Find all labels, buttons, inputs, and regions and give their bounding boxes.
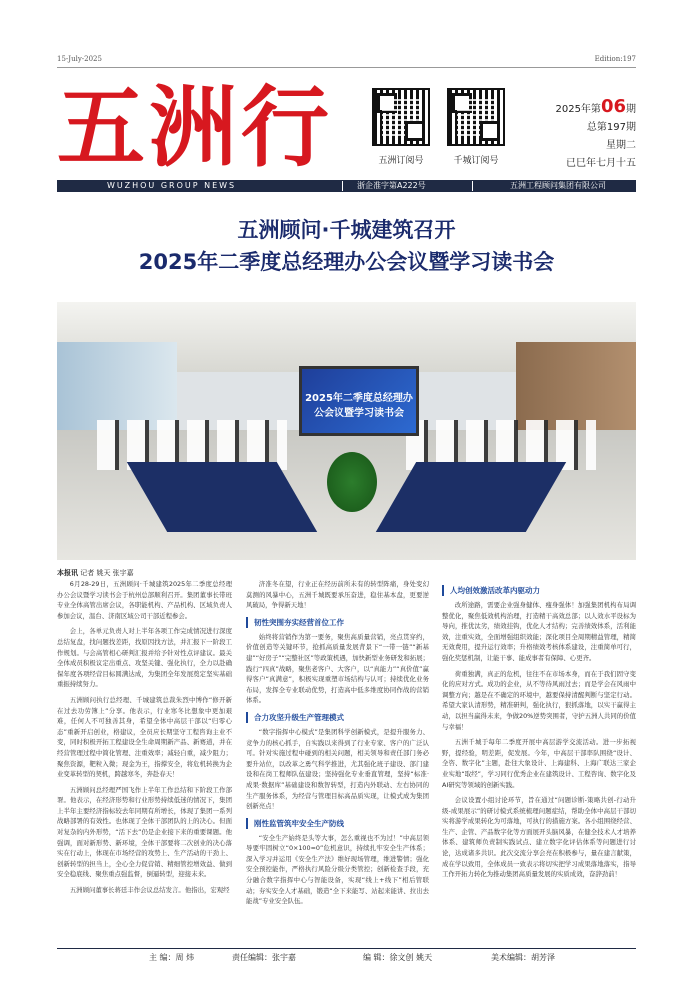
subheading: 刚性监管筑牢安全生产防线: [246, 818, 429, 829]
paragraph: 改所途路，需要企业强身健体、瘦身强体！加强集团机构布局调整优化，聚焦低效机构治理，打造精干高效总部；以人效水平设标为导向，推优汰劣，绩效挂钩，优化人才结构；完善绩效体系，活利能效，注重实效，全面增强组织效能；深化项目全周期精益管理，精简无效费用，提升运行效率；升格绩效考核体系建设，注重简单可行，强化奖惩机制，让能干事、能成事者有保障、心更齐。: [442, 601, 636, 662]
masthead: [57, 72, 357, 182]
issue-date: 15-July-2025: [57, 55, 102, 63]
issue-number-line: 2025年第06期: [555, 96, 636, 117]
meeting-photo: [57, 302, 636, 560]
editors: 编 辑：徐文创 姚天: [363, 953, 433, 962]
column-3: [442, 579, 636, 885]
chief-editor: 主 编：周 炜: [149, 953, 195, 962]
paragraph: 会议设置小组讨论环节，旨在通过“问题诊断-策略共创-行动升级-成果展示”的研讨模式系统梳理问题症结，帮助全体中高层干部切实将游学成果转化为可落地，可执行的措施方案。各小组围绕经营、生产、企管、产品数字化等方面展开头脑风暴，在健全技术人才培养体系、建筑师负责制实践试点、建立数字化评估体系等问题进行讨论，达成诸多共识。此次交流分享会亮在积极参与，量在建言献策，成在学以致用，全体成员一致表示将切实把学习成果落地落实，指导工作开拓力转化为推动集团高质量发展的实质成效，奋辞劲前！: [442, 796, 636, 879]
permit-number: 浙企准字第A222号: [357, 181, 426, 190]
subheading: 人均创效激活改革内驱动力: [442, 585, 636, 596]
newspaper-logo: 五洲行: [57, 75, 334, 179]
paragraph: 五洲千城于每年二季度开展中高层游学交流活动。进一步拓视野，提经验，明差距，促发展。今年，中高层干部率队围绕“设计、全咨、数字化”主题，赴往大象设计、上海建科、上海广联达三家企业实地“取经”，学习同行优秀企业在建筑设计、工程咨询、数字化及AI研究等领域的创新实践。: [442, 738, 636, 789]
paragraph: 会上，各单元负责人对上半年各项工作完成情况进行深度总结复盘，找问题找差距，找原因找方法，并汇报下一阶段工作规划。与会高管相心研判汇报并给予针对性点评建议。最关全体成员积极议定出重点、攻坚关键、强化执行，全力以赴确保年度各项经营目标圆满达成，为集团全年发展奠定坚实基础重振持续努力。: [57, 627, 232, 689]
masthead-band: [57, 180, 636, 192]
subheading: 合力攻坚升级生产管理模式: [246, 712, 429, 723]
paragraph: 济准冬在望，行业正在经历前所未有的转型阵痛，身处变幻莫测的风暴中心，五洲千城既要承压奋进，稳住基本盘，更要逆风破局，争得新天地！: [246, 580, 429, 610]
top-rule: [57, 67, 636, 68]
paragraph: 五洲顾问董事长蒋廷丰作会议总结发言。他指出，宏观经: [69, 886, 230, 895]
edition-number: Edition:197: [594, 55, 636, 63]
column-1: [57, 579, 232, 901]
footer-rule: [57, 948, 636, 949]
meeting-screen: 2025年二季度总经理办公会议暨学习读书会: [299, 366, 419, 436]
headline-line-2: 2025年二季度总经理办公会议暨学习读书会: [138, 250, 555, 274]
top-line: [57, 55, 636, 67]
band-divider: [342, 181, 343, 191]
art-editor: 美术编辑：胡芳泽: [491, 953, 555, 962]
english-title: WUZHOU GROUP NEWS: [107, 181, 237, 190]
paragraph: “数字指挥中心模式”是集团科学创新模式，是提升服务力、竞争力的核心抓手，自实践以来得到了行业专家、客户的广泛认可。针对实施过程中碰到的相关问题，相关领导和责任部门务必要升站位，以改革之勇气科学推进，尤其强化班子建设、部门建设和在岗工程师队伍建设；坚持强化专业垂直管理，坚持“标准·成果·数据库”基础建设和数智转型，打造内外联动、左右协同的生产服务体系，为经营与管理目标高品质实现，让模式成为集团创新亮点！: [246, 727, 429, 811]
paragraph: 荷重独满，真正的危机，往往不在市场本身，而在于我们固守变化的应对方式。成功的企业，从不等待风雨过去；而是学会在风雨中调整方向；越是在不确定的环境中，越要保持清醒判断与坚定行动。希望大家认清形势，精准研判，强化执行，狠抓落地，以实干赢得主动，以担当赢得未来，争做20%逆势突围者，守护五洲人共同的价值与幸福！: [442, 669, 636, 731]
plant-icon: [327, 452, 377, 512]
paragraph: 五洲顾问总经理严国飞作上半年工作总结和下阶段工作部署。他表示，在经济形势和行业形势持续低迷的情况下，集团上半年主要经济指标较去年同期有所增长，体现了集团一系列战略部署的有效性。也体现了全体干部团队的上的决心。但面对复杂的内外形势，“活下去”仍是企业接下来的重要课题。他强调，面对新形势、新环境，全体干部要将二次创业的决心落实在行动上，体现在市场经营的攻势上、生产活动的干劲上、创新转型的担当上，全心全力促营销、精细管控增效益、做到安全稳底线、聚焦重点强监督，倒逼转型，迎接未来。: [57, 785, 232, 879]
issue-total: 总第197期: [586, 122, 636, 133]
qr-code-icon[interactable]: [447, 88, 505, 146]
qr-label-wuzhou: 五洲订阅号: [378, 156, 424, 166]
paragraph: 五洲顾问执行总经理、千城建筑总裁朱烈中博作“修开新在过去功劳簿上”分享。他表示，行业寒冬比想象中更加艰难，任何人不可独善其身，希望全体中高层干部以“归零心态”重新开启创业，格建议，全员应长期坚守工程咨询主业不变，同时积极开拓工程建设全生命周期新产品、新赛道，并在经营管理过程中简化管理、注重效率；减轻自重，减少阻力；聚焦资源，靶粒入微；现金为王，指撑安全，将危机转换为企业变革转型的契机，跨越寒冬，奔赴春天！: [57, 695, 232, 779]
paragraph: 6月28-29日，五洲顾问·千城建筑2025年二季度总经理办公会议暨学习读书会于杭州总部顺利召开。集团董事长带班专业全体高管出席会议，各职能机构、产品机构、区域负责人参加会议，温台、济南区域公司干部近程参会。: [57, 580, 232, 620]
issue-lunar-date: 已巳年七月十五: [566, 158, 636, 169]
subheading: 韧性突围夯实经营首位工作: [246, 617, 429, 628]
paragraph: 始终将营销作为第一要务，聚焦高质量营销，亮点贯穿约，价值创造等关键环节，抢抓高质量发展背景下“一带一链”“新基建”“好房子”“完整社区”等政策机遇，加快新型业务研发和拓展；践行“四真”战略，聚焦老客户、大客户，以“真能力”“真价值”赢得客户“真满意”，积极实现重塑市场结构与认可；持续优化业务布局，发挥全专业联动优势，打造高中低多维度协同作战的营销体系。: [246, 632, 429, 705]
paragraph: “安全生产始终是头等大事，怎么重视也不为过！”中高层领导要牢固树立“0×100=0”危机意识，持续扎牢安全生产体系；深入学习并运用《安全生产法》维好现场管理，维进警情；强化安全预控能作，严格执行风险分级分类管控；创新检查手段，充分融合数字指挥中心与智能设备，实现“线上+线下”相后管联动；夯实安全人才基础，锻造“全下来能写、站起来能讲、拉出去能战”专业安全队伍。: [246, 833, 429, 906]
issue-info: [536, 98, 636, 173]
band-divider: [472, 181, 473, 191]
qr-code-icon[interactable]: [372, 88, 430, 146]
responsible-editor: 责任编辑：张宇嘉: [232, 953, 296, 962]
column-2: [246, 579, 429, 912]
footer-credits: [57, 952, 636, 964]
issue-weekday: 星期二: [606, 140, 636, 151]
headline: [57, 214, 636, 278]
qr-label-qiancheng: 千城订阅号: [453, 156, 499, 166]
publisher-name: 五洲工程顾问集团有限公司: [510, 181, 606, 190]
byline: 本报讯 记者 姚天 张宇嘉: [57, 569, 134, 577]
headline-line-1: 五洲顾问·千城建筑召开: [237, 218, 456, 242]
